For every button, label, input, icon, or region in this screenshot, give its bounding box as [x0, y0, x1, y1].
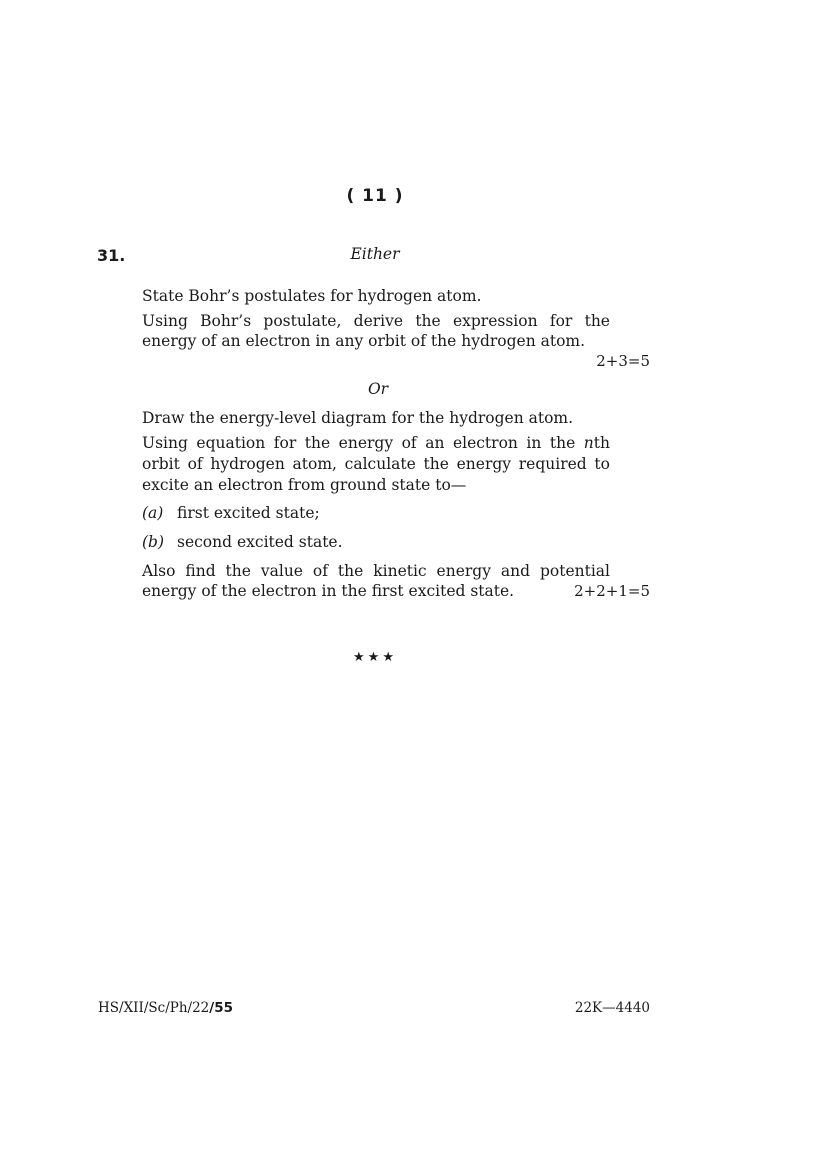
either-line-1: State Bohr’s postulates for hydrogen atom. [142, 287, 482, 305]
or-line-2 [142, 433, 610, 454]
either-line-3: energy of an electron in any orbit of the hydrogen atom. [142, 332, 586, 350]
or-line-1: Draw the energy-level diagram for the hydrogen atom. [142, 409, 574, 427]
page-number: ( 11 ) [346, 186, 404, 206]
or-line-4: excite an electron from ground state to— [142, 476, 467, 494]
serial-code: 22K—4440 [574, 1000, 650, 1016]
or-line-5: Also find the value of the kinetic energy and potential [142, 562, 610, 580]
or-line-3: orbit of hydrogen atom, calculate the energy required to [142, 455, 610, 473]
question-number: 31. [97, 246, 126, 265]
paper-code-prefix: HS/XII/Sc/Ph/22 [98, 1000, 210, 1016]
end-mark: ★★★ [353, 650, 397, 665]
either-line-2: Using Bohr’s postulate, derive the expression for the [142, 312, 610, 330]
sub-item-a [142, 504, 320, 522]
sub-item-a-tag: (a) [142, 504, 164, 522]
either-label: Either [350, 245, 400, 263]
sub-item-b-tag: (b) [142, 533, 165, 551]
or-line-2-post: th [593, 434, 610, 452]
sub-item-b [142, 533, 343, 551]
or-line-6: energy of the electron in the first excited state. [142, 582, 515, 600]
sub-item-a-text: first excited state; [177, 504, 320, 522]
paper-code [98, 1000, 233, 1016]
or-marks: 2+2+1=5 [574, 582, 650, 600]
sub-item-b-text: second excited state. [177, 533, 343, 551]
paper-code-suffix: /55 [209, 1000, 233, 1016]
or-label: Or [367, 380, 389, 398]
either-marks: 2+3=5 [596, 352, 650, 370]
variable-n: n [583, 434, 594, 452]
or-line-2-pre: Using equation for the energy of an electron in the [142, 434, 584, 452]
